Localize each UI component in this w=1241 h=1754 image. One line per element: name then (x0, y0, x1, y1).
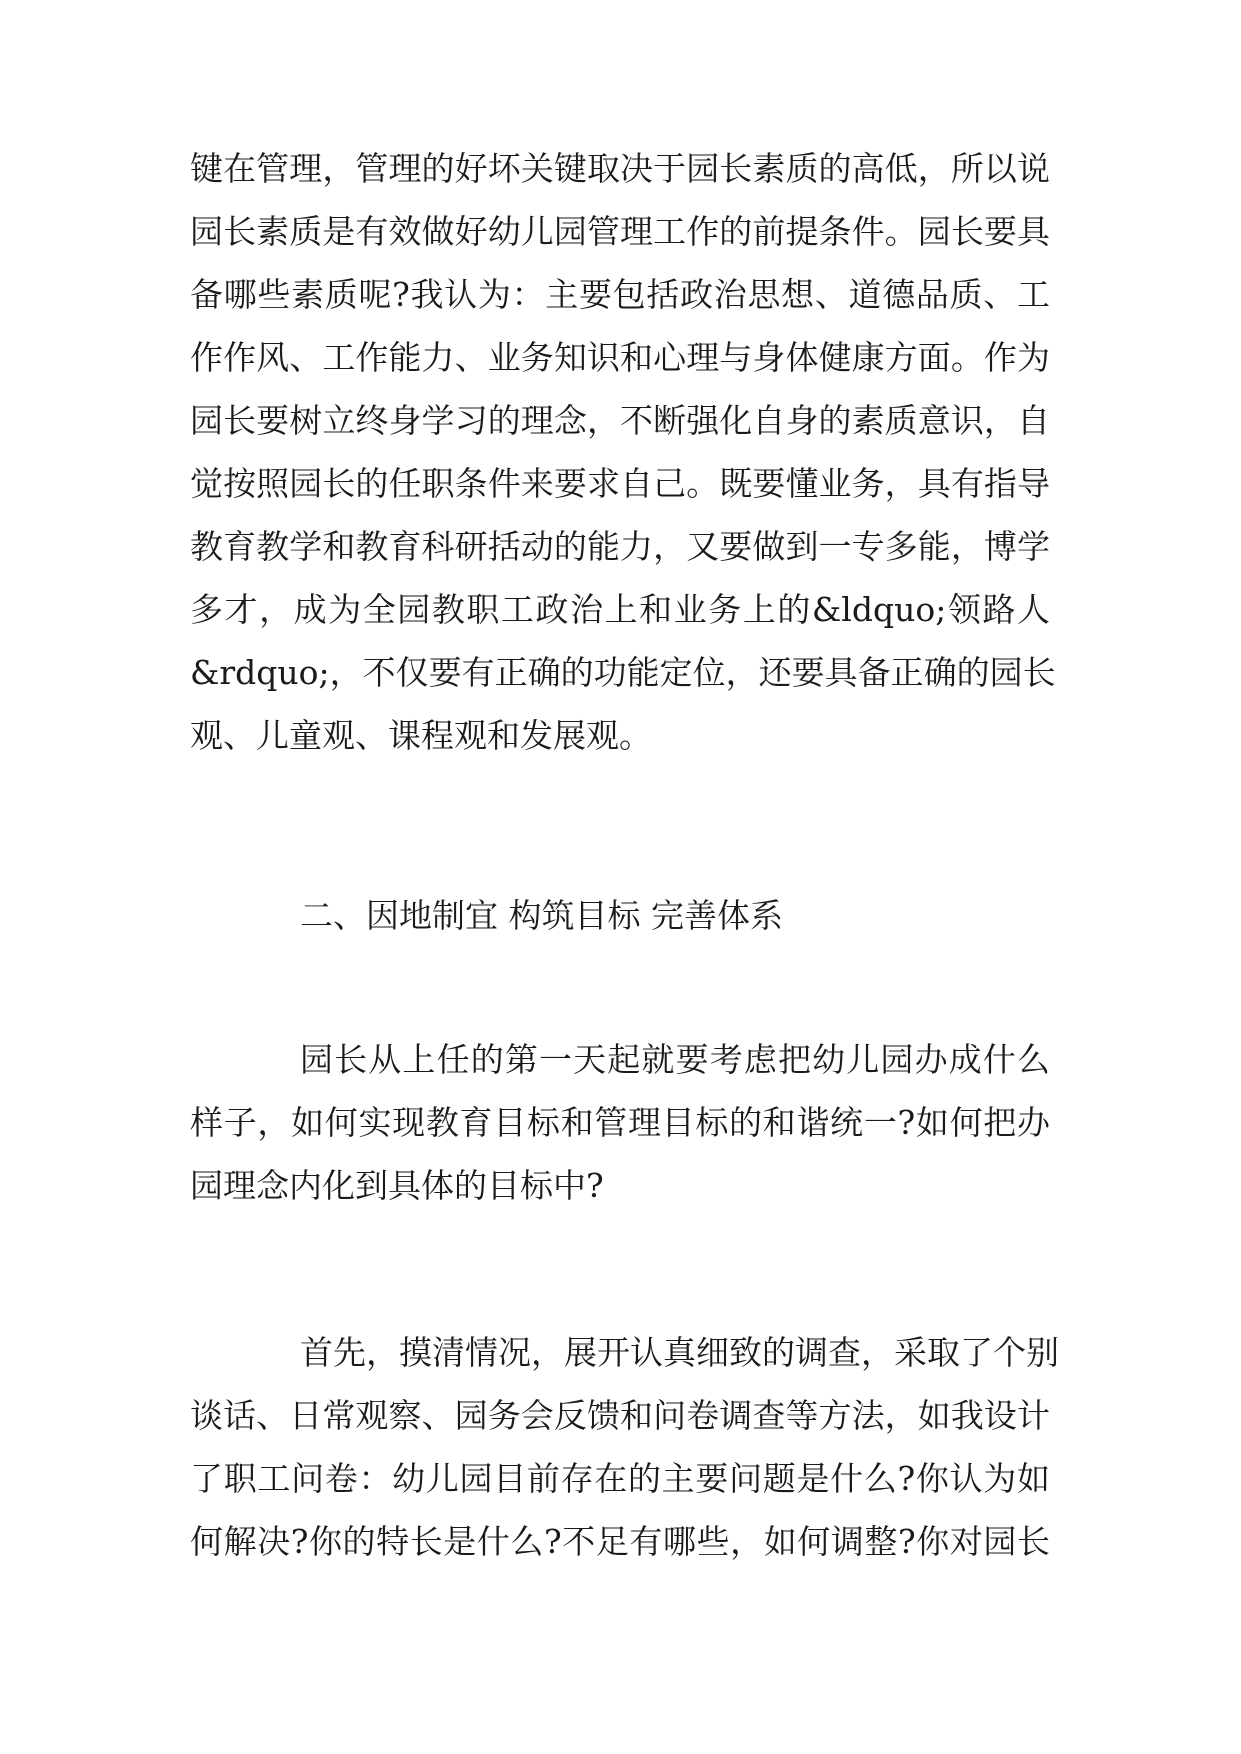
text-line: 键在管理，管理的好坏关键取决于园长素质的高低，所以说 (190, 149, 1050, 188)
text-line: 多才，成为全园教职工政治上和业务上的&ldquo;领路人 (190, 590, 1050, 629)
text-line: 观、儿童观、课程观和发展观。 (190, 716, 652, 755)
text-line: 谈话、日常观察、园务会反馈和问卷调查等方法，如我设计 (190, 1396, 1050, 1435)
text-line: 备哪些素质呢?我认为：主要包括政治思想、道德品质、工 (190, 275, 1050, 314)
section-heading: 二、因地制宜 构筑目标 完善体系 (300, 896, 783, 935)
text-line: 作作风、工作能力、业务知识和心理与身体健康方面。作为 (190, 338, 1050, 377)
text-line: 园理念内化到具体的目标中? (190, 1166, 604, 1205)
text-line: 园长从上任的第一天起就要考虑把幼儿园办成什么 (300, 1040, 1050, 1079)
text-line: &rdquo;，不仅要有正确的功能定位，还要具备正确的园长 (190, 653, 1056, 692)
text-line: 何解决?你的特长是什么?不足有哪些，如何调整?你对园长 (190, 1522, 1050, 1561)
text-line: 觉按照园长的任职条件来要求自己。既要懂业务，具有指导 (190, 464, 1050, 503)
text-line: 教育教学和教育科研括动的能力，又要做到一专多能，博学 (190, 527, 1050, 566)
text-line: 园长素质是有效做好幼儿园管理工作的前提条件。园长要具 (190, 212, 1050, 251)
text-line: 样子，如何实现教育目标和管理目标的和谐统一?如何把办 (190, 1103, 1050, 1142)
text-line: 首先，摸清情况，展开认真细致的调查，采取了个别 (300, 1333, 1059, 1372)
text-line: 园长要树立终身学习的理念，不断强化自身的素质意识，自 (190, 401, 1050, 440)
text-line: 了职工问卷：幼儿园目前存在的主要问题是什么?你认为如 (190, 1459, 1050, 1498)
